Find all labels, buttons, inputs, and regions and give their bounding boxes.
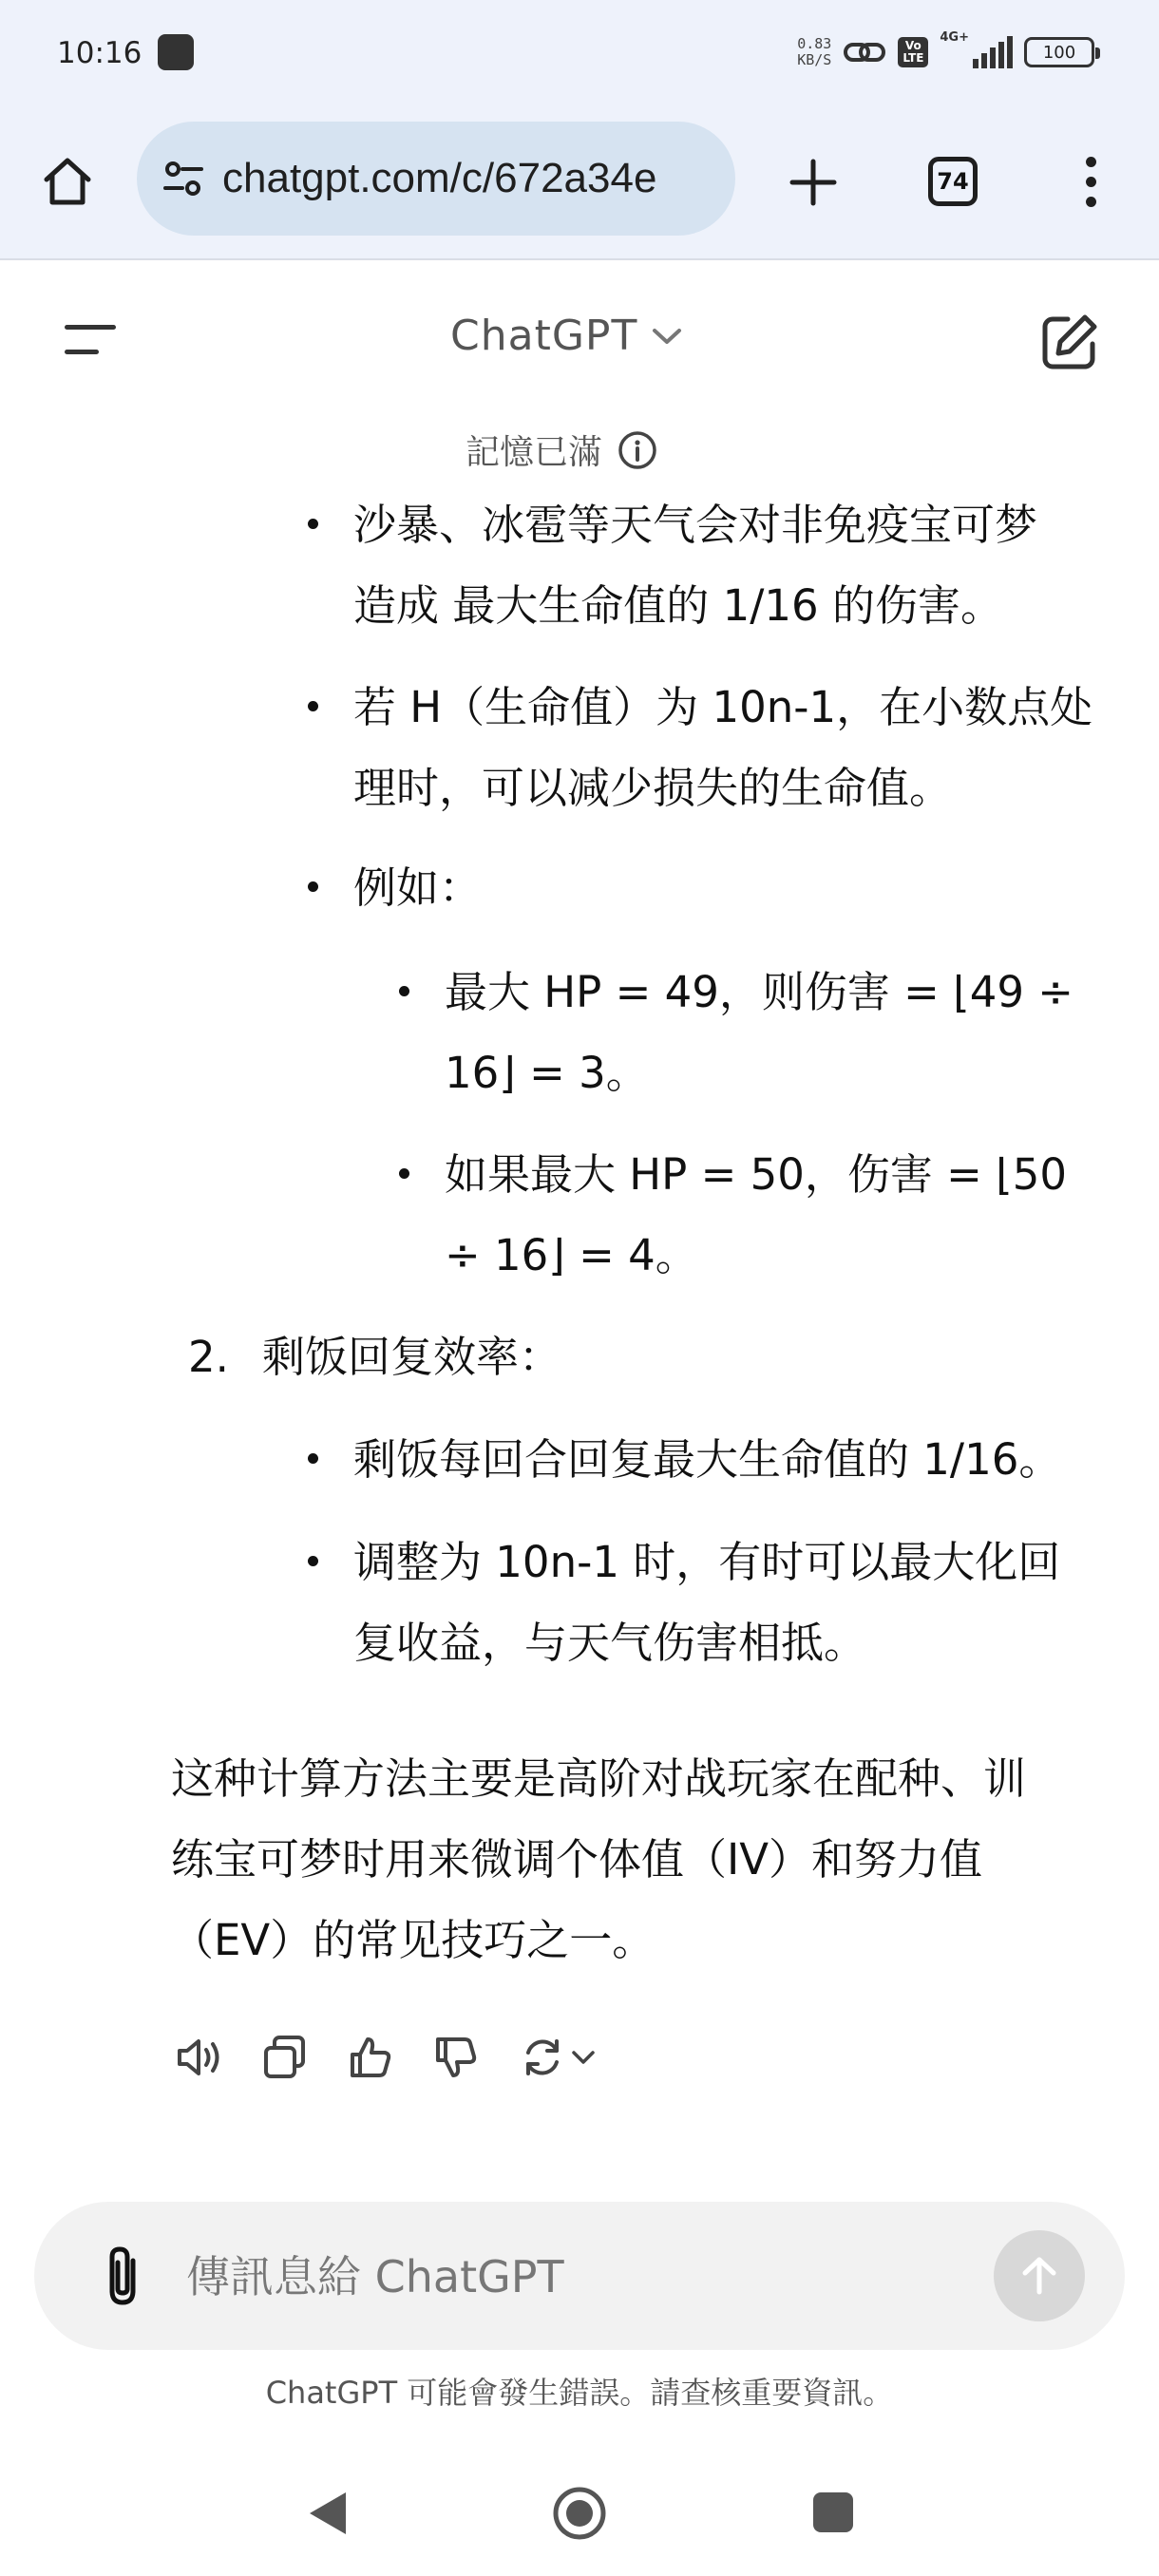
menu-dot-icon: [1086, 157, 1096, 167]
thumbs-up-button[interactable]: [342, 2029, 399, 2086]
paperclip-icon: [95, 2240, 152, 2312]
arrow-up-icon: [1016, 2252, 1063, 2300]
refresh-icon: [519, 2034, 566, 2081]
message-input[interactable]: [186, 2244, 1003, 2310]
list-item: [353, 847, 1132, 928]
list-item-line: 16⌋ = 3。: [445, 1048, 649, 1098]
chevron-down-icon: [651, 325, 683, 348]
plus-icon: [788, 158, 838, 207]
browser-menu-button[interactable]: [1064, 148, 1117, 215]
menu-line-icon: [65, 350, 99, 354]
edit-icon: [1036, 310, 1102, 376]
memory-full-notice[interactable]: [466, 426, 657, 474]
address-bar[interactable]: [137, 122, 735, 236]
browser-toolbar: [0, 110, 1159, 260]
memory-notice-text: 記憶已滿: [466, 433, 603, 472]
read-aloud-button[interactable]: [171, 2029, 228, 2086]
send-button[interactable]: [994, 2230, 1085, 2321]
attach-button[interactable]: [95, 2240, 152, 2312]
site-settings-icon[interactable]: [162, 157, 205, 200]
thumbs-down-button[interactable]: [428, 2029, 484, 2086]
new-chat-button[interactable]: [1036, 310, 1102, 376]
regenerate-button[interactable]: [513, 2029, 602, 2086]
list-item: [353, 667, 1132, 828]
info-icon: [618, 430, 657, 470]
list-item-line: 复收益，与天气伤害相抵。: [353, 1618, 867, 1668]
list-item: [353, 1419, 1132, 1500]
back-triangle-icon: [302, 2487, 355, 2540]
menu-line-icon: [65, 325, 116, 330]
menu-dot-icon: [1086, 197, 1096, 207]
copy-button[interactable]: [256, 2029, 314, 2086]
model-name: ChatGPT: [450, 312, 638, 360]
menu-dot-icon: [1086, 177, 1096, 187]
home-circle-icon: [551, 2485, 608, 2542]
message-paragraph: [171, 1738, 1102, 1980]
volte-badge: Vo LTE: [898, 37, 928, 67]
status-bar: [0, 0, 1159, 110]
network-speed: [797, 36, 831, 68]
status-time: 10:16: [57, 36, 142, 70]
chevron-down-icon: [570, 2048, 597, 2067]
paragraph-line: 练宝可梦时用来微调个体值（IV）和努力值: [171, 1834, 983, 1885]
paragraph-line: （EV）的常见技巧之一。: [171, 1915, 656, 1965]
disclaimer-text: ChatGPT 可能會發生錯誤。請查核重要資訊。: [265, 2375, 894, 2411]
tab-count: 74: [928, 157, 978, 206]
link-icon: [843, 37, 886, 67]
list-item-line: 调整为 10n-1 时，有时可以最大化回: [353, 1537, 1061, 1587]
sub-list-item: [445, 952, 1121, 1113]
list-item-line: 最大 HP = 49，则伤害 = ⌊49 ÷: [445, 967, 1074, 1017]
message-composer: [34, 2202, 1125, 2350]
list-item-line: 若 H（生命值）为 10n-1，在小数点处: [353, 682, 1093, 732]
url-text: chatgpt.com/c/672a34e: [222, 155, 657, 201]
back-button[interactable]: [302, 2487, 355, 2540]
sidebar-toggle-button[interactable]: [57, 319, 124, 361]
list-item-line: 理时，可以减少损失的生命值。: [353, 763, 953, 813]
thumbs-down-icon: [432, 2034, 480, 2081]
tab-switcher-button[interactable]: [920, 148, 986, 215]
new-tab-button[interactable]: [777, 146, 849, 218]
list-item: [353, 1522, 1132, 1683]
app-notification-icon: [158, 34, 194, 70]
signal-icon: [971, 36, 1013, 68]
chat-header: [0, 262, 1159, 472]
system-navigation-bar: [0, 2451, 1159, 2576]
thumbs-up-icon: [347, 2034, 394, 2081]
home-icon: [39, 153, 96, 210]
list-number: 2.: [188, 1332, 229, 1382]
status-indicators: [797, 30, 1094, 74]
network-speed-value: 0.83: [797, 35, 832, 52]
list-item-title: 剩饭回复效率：: [262, 1332, 562, 1382]
list-item-line: ÷ 16⌋ = 4。: [445, 1230, 698, 1280]
paragraph-line: 这种计算方法主要是高阶对战玩家在配种、训: [171, 1753, 1027, 1804]
model-switcher[interactable]: [450, 312, 683, 360]
list-item: [353, 484, 1132, 646]
numbered-list-item: [188, 1316, 561, 1397]
copy-icon: [261, 2034, 309, 2081]
home-button[interactable]: [34, 148, 101, 215]
sub-list-item: [445, 1134, 1121, 1296]
message-actions: [171, 2029, 602, 2086]
list-item-line: 剩饭每回合回复最大生命值的 1/16。: [353, 1434, 1062, 1485]
recents-button[interactable]: [813, 2492, 853, 2532]
battery-indicator: 100: [1024, 37, 1094, 67]
list-item-line: 例如：: [353, 862, 483, 913]
list-item-line: 如果最大 HP = 50，伤害 = ⌊50: [445, 1149, 1067, 1200]
home-nav-button[interactable]: [551, 2485, 608, 2542]
network-type: 4G+: [940, 30, 969, 45]
speaker-icon: [174, 2034, 225, 2081]
network-speed-unit: KB/S: [797, 51, 832, 68]
list-item-line: 沙暴、冰雹等天气会对非免疫宝可梦: [353, 500, 1038, 550]
list-item-line: 造成 最大生命值的 1/16 的伤害。: [353, 580, 1003, 631]
